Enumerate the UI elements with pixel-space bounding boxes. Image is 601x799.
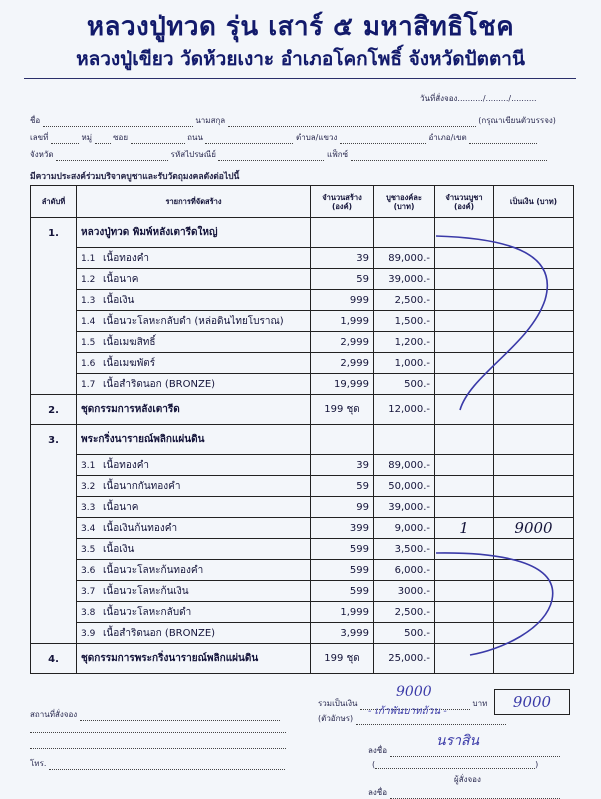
item-name: เนื้อสำริดนอก (BRONZE) bbox=[103, 627, 216, 639]
item-qty: 99 bbox=[311, 497, 374, 518]
total-text-handwritten: - เก้าพันบาทถ้วน - bbox=[368, 706, 447, 717]
item-qty: 1,999 bbox=[311, 311, 374, 332]
item-qty: 3,999 bbox=[311, 623, 374, 644]
header-item: รายการที่จัดสร้าง bbox=[77, 186, 311, 218]
item-qty: 599 bbox=[311, 560, 374, 581]
item-name: เนื้อทองคำ bbox=[103, 252, 150, 264]
header-price: บูชาองค์ละ (บาท) bbox=[374, 186, 435, 218]
item-name: เนื้อสำริดนอก (BRONZE) bbox=[103, 378, 216, 390]
province-label: จังหวัด bbox=[30, 150, 54, 159]
item-number: 3.8 bbox=[81, 607, 96, 618]
item-qty: 399 bbox=[311, 518, 374, 539]
item-name: เนื้อเงินก้นทองคำ bbox=[103, 522, 178, 534]
item-qty: 39 bbox=[311, 455, 374, 476]
section-number: 3. bbox=[31, 425, 77, 644]
page-subtitle: หลวงปู่เขียว วัดห้วยเงาะ อำเภอโคกโพธิ์ จังหวัดปัตตานี bbox=[76, 48, 525, 70]
section-title: หลวงปู่ทวด พิมพ์หลังเตารีดใหญ่ bbox=[77, 218, 311, 248]
item-price: 3000.- bbox=[374, 581, 435, 602]
section-title: ชุดกรรมการพระกริ่งนารายณ์พลิกแผ่นดิน bbox=[77, 644, 311, 674]
section-title: พระกริ่งนารายณ์พลิกแผ่นดิน bbox=[77, 425, 311, 455]
item-number: 3.5 bbox=[81, 544, 96, 555]
item-price: 39,000.- bbox=[374, 497, 435, 518]
total-label: รวมเป็นเงิน bbox=[318, 699, 358, 708]
item-price: 89,000.- bbox=[374, 455, 435, 476]
item-number: 1.5 bbox=[81, 337, 96, 348]
item-qty: 59 bbox=[311, 269, 374, 290]
item-qty: 59 bbox=[311, 476, 374, 497]
item-number: 1.6 bbox=[81, 358, 96, 369]
item-price: 9,000.- bbox=[374, 518, 435, 539]
total-text-label: (ตัวอักษร) bbox=[318, 714, 354, 723]
signature: นราสิน bbox=[436, 733, 480, 749]
item-number: 1.3 bbox=[81, 295, 96, 306]
strike-mark-section-3 bbox=[436, 553, 553, 655]
order-date-field[interactable]: วันที่สั่งจอง........../........./.......... bbox=[420, 94, 537, 103]
section-price: 25,000.- bbox=[374, 644, 435, 674]
intro-text: มีความประสงค์ร่วมบริจาคบูชาและรับวัตถุมงคลดังต่อไปนี้ bbox=[30, 172, 240, 182]
item-price: 500.- bbox=[374, 374, 435, 395]
sign-label: ลงชื่อ bbox=[368, 746, 388, 755]
header-amount: เป็นเงิน (บาท) bbox=[494, 186, 574, 218]
district-label: อำเภอ/เขต bbox=[428, 133, 467, 142]
item-number: 3.4 bbox=[81, 523, 96, 534]
item-number: 1.1 bbox=[81, 253, 96, 264]
sign-label-2: ลงชื่อ bbox=[368, 788, 388, 797]
section-qty: 199 ชุด bbox=[311, 644, 374, 674]
item-name: เนื้อนากกันทองคำ bbox=[103, 480, 181, 492]
fax-label: แฟ็กซ์ bbox=[326, 150, 349, 159]
baht-label: บาท bbox=[472, 699, 488, 708]
moo-label: หมู่ bbox=[81, 133, 93, 142]
tel-label: โทร. bbox=[30, 759, 47, 768]
grand-total-box: 9000 bbox=[494, 689, 570, 715]
item-price: 39,000.- bbox=[374, 269, 435, 290]
section-number: 1. bbox=[31, 218, 77, 395]
orderer-label: ผู้สั่งจอง bbox=[454, 775, 481, 784]
item-price: 2,500.- bbox=[374, 602, 435, 623]
order-qty-cell[interactable]: 1 bbox=[435, 518, 494, 539]
header-no: ลำดับที่ bbox=[31, 186, 77, 218]
amount-cell[interactable]: 9000 bbox=[494, 518, 574, 539]
section-number: 2. bbox=[31, 395, 77, 425]
item-name: เนื้อเงิน bbox=[103, 543, 135, 555]
subdistrict-label: ตำบล/แขวง bbox=[296, 133, 338, 142]
item-qty: 39 bbox=[311, 248, 374, 269]
item-name: เนื้อนวะโลหะกลับดำ (หล่อดินไทยโบราณ) bbox=[103, 315, 284, 327]
section-price: 12,000.- bbox=[374, 395, 435, 425]
item-price: 89,000.- bbox=[374, 248, 435, 269]
item-name: เนื้อนวะโลหะก้นเงิน bbox=[103, 585, 189, 597]
sign-name-row: ( ) bbox=[372, 760, 539, 769]
section-qty: 199 ชุด bbox=[311, 395, 374, 425]
item-price: 1,200.- bbox=[374, 332, 435, 353]
handwriting-note: (กรุณาเขียนตัวบรรจง) bbox=[478, 116, 556, 125]
item-price: 6,000.- bbox=[374, 560, 435, 581]
item-qty: 2,999 bbox=[311, 353, 374, 374]
item-price: 50,000.- bbox=[374, 476, 435, 497]
item-number: 3.7 bbox=[81, 586, 96, 597]
item-number: 1.4 bbox=[81, 316, 96, 327]
item-name: เนื้อนาค bbox=[103, 273, 139, 285]
item-qty: 19,999 bbox=[311, 374, 374, 395]
item-qty: 599 bbox=[311, 581, 374, 602]
item-name: เนื้อนวะโลหะกลับดำ bbox=[103, 606, 192, 618]
item-number: 1.7 bbox=[81, 379, 96, 390]
name-label: ชื่อ bbox=[30, 116, 41, 125]
item-qty: 999 bbox=[311, 290, 374, 311]
item-price: 1,500.- bbox=[374, 311, 435, 332]
item-name: เนื้อนวะโลหะก้นทองคำ bbox=[103, 564, 204, 576]
item-number: 3.9 bbox=[81, 628, 96, 639]
page-title: หลวงปู่ทวด รุ่น เสาร์ ๕ มหาสิทธิโชค bbox=[86, 12, 515, 42]
soi-label: ซอย bbox=[113, 133, 129, 142]
item-price: 2,500.- bbox=[374, 290, 435, 311]
item-qty: 599 bbox=[311, 539, 374, 560]
place-label: สถานที่สั่งจอง bbox=[30, 710, 78, 719]
postal-label: รหัสไปรษณีย์ bbox=[170, 150, 216, 159]
house-label: เลขที่ bbox=[30, 133, 49, 142]
item-number: 1.2 bbox=[81, 274, 96, 285]
item-name: เนื้อเมฆสิทธิ์ bbox=[103, 336, 156, 348]
item-number: 3.3 bbox=[81, 502, 96, 513]
item-number: 3.1 bbox=[81, 460, 96, 471]
surname-label: นามสกุล bbox=[195, 116, 226, 125]
section-title: ชุดกรรมการหลังเตารีด bbox=[77, 395, 311, 425]
header-qty: จำนวนสร้าง (องค์) bbox=[311, 186, 374, 218]
item-name: เนื้อเมฆพัตร์ bbox=[103, 357, 156, 369]
item-qty: 1,999 bbox=[311, 602, 374, 623]
section-number: 4. bbox=[31, 644, 77, 674]
item-qty: 2,999 bbox=[311, 332, 374, 353]
total-handwritten: 9000 bbox=[396, 684, 432, 700]
item-number: 3.2 bbox=[81, 481, 96, 492]
item-number: 3.6 bbox=[81, 565, 96, 576]
road-label: ถนน bbox=[187, 133, 203, 142]
item-price: 3,500.- bbox=[374, 539, 435, 560]
item-name: เนื้อเงิน bbox=[103, 294, 135, 306]
item-name: เนื้อนาค bbox=[103, 501, 139, 513]
item-name: เนื้อทองคำ bbox=[103, 459, 150, 471]
item-price: 500.- bbox=[374, 623, 435, 644]
item-price: 1,000.- bbox=[374, 353, 435, 374]
strike-mark-section-1 bbox=[436, 236, 547, 410]
header-order: จำนวนบูชา (องค์) bbox=[435, 186, 494, 218]
